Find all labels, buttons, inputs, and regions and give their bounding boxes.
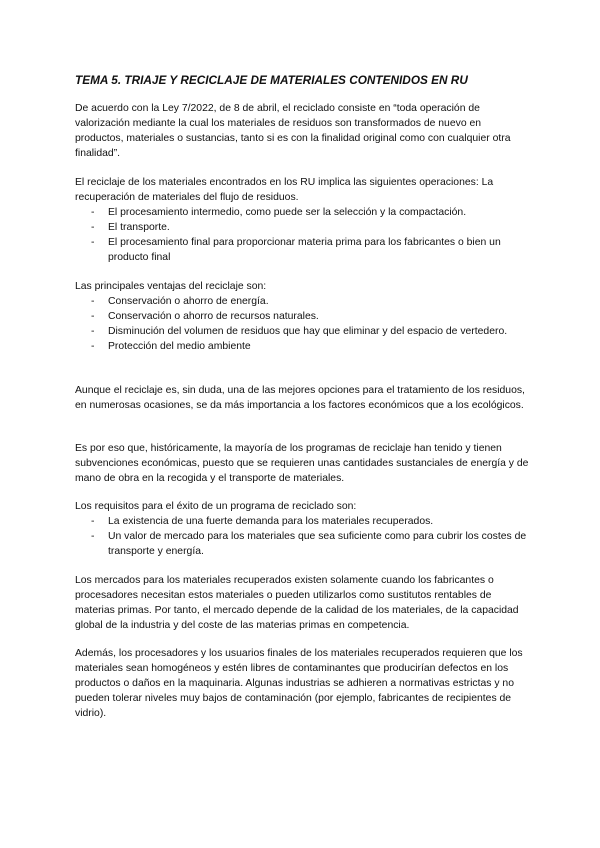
list-item: - Disminución del volumen de residuos que hay que eliminar y del espacio de vertedero. <box>91 326 508 337</box>
list-item: - Conservación o ahorro de energía. <box>91 296 269 307</box>
dash-bullet: - <box>91 222 95 233</box>
paragraph-markets: Los mercados para los materiales recuperados existen solamente cuando los fabricantes o procesadores necesitan estos materiales o pueden utilizarlos como sustitutos rentables de materias primas. Por tanto, el mercado depende de la calidad de los materiales, de la capacidad global de la industria y del coste de las materias primas en competencia. <box>75 575 519 631</box>
paragraph-economic-factors: Aunque el reciclaje es, sin duda, una de las mejores opciones para el tratamiento de los residuos, en numerosas ocasiones, se da más importancia a los factores económicos que a los ecológicos. <box>75 385 525 411</box>
dash-bullet: - <box>91 326 95 337</box>
paragraph-subsidies: Es por eso que, históricamente, la mayoría de los programas de reciclaje han tenido y tienen subvenciones económicas, puesto que se requieren unas cantidades sustanciales de energía y de mano de obra en la recogida y el transporte de materiales. <box>75 443 529 484</box>
page-title: TEMA 5. TRIAJE Y RECICLAJE DE MATERIALES CONTENIDOS EN RU <box>75 73 468 87</box>
list-item: - Conservación o ahorro de recursos naturales. <box>91 311 319 322</box>
operations-list <box>75 205 530 265</box>
paragraph-operations-intro: El reciclaje de los materiales encontrados en los RU implica las siguientes operaciones: La recuperación de materiales del flujo de residuos. <box>75 177 494 203</box>
paragraph-contamination: Además, los procesadores y los usuarios finales de los materiales recuperados requieren que los materiales sean homogéneos y estén libres de contaminantes que producirían defectos en los productos o daños en la maquinaria. Algunas industrias se adhieren a normativas estrictas y no pueden tolerar niveles muy bajos de contaminación (por ejemplo, fabricantes de recipientes de vidrio). <box>75 648 523 719</box>
dash-bullet: - <box>91 207 95 218</box>
dash-bullet: - <box>91 311 95 322</box>
paragraph-advantages-intro: Las principales ventajas del reciclaje son: <box>75 281 267 292</box>
dash-bullet: - <box>91 296 95 307</box>
dash-bullet: - <box>91 237 95 248</box>
list-item: - El procesamiento intermedio, como puede ser la selección y la compactación. <box>91 207 467 218</box>
advantages-list <box>75 294 530 354</box>
paragraph-definition: De acuerdo con la Ley 7/2022, de 8 de abril, el reciclado consiste en “toda operación de valorización mediante la cual los materiales de residuos son transformados de nuevo en productos, materiales o sustancias, tanto si es con la finalidad original como con cualquier otra finalidad”. <box>75 103 511 159</box>
paragraph-requirements-intro: Los requisitos para el éxito de un programa de reciclado son: <box>75 501 357 512</box>
dash-bullet: - <box>91 531 95 542</box>
list-item: - La existencia de una fuerte demanda para los materiales recuperados. <box>91 516 434 527</box>
dash-bullet: - <box>91 341 95 352</box>
requirements-list <box>75 514 530 559</box>
dash-bullet: - <box>91 516 95 527</box>
list-item: - Un valor de mercado para los materiales que sea suficiente como para cubrir los costes de transporte y energía. <box>91 531 527 557</box>
list-item: - El procesamiento final para proporcionar materia prima para los fabricantes o bien un producto final <box>91 237 501 263</box>
list-item: - El transporte. <box>91 222 170 233</box>
list-item: - Protección del medio ambiente <box>91 341 251 352</box>
